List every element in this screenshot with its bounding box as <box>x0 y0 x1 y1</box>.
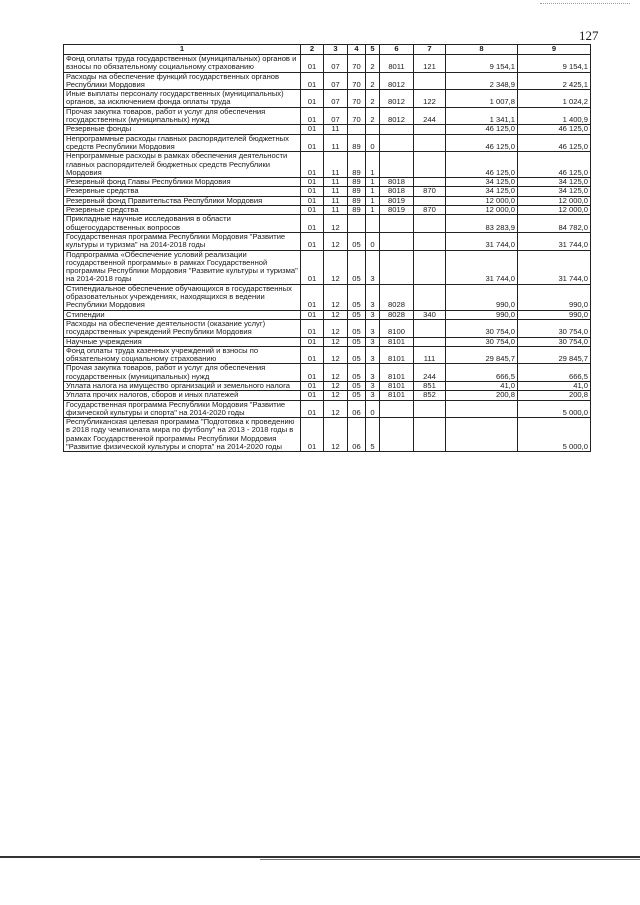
subsection-code: 12 <box>324 319 348 337</box>
expense-name: Резервные средства <box>64 206 301 215</box>
amount-year1 <box>446 418 518 452</box>
program-code: 05 <box>348 250 366 284</box>
amount-year2: 84 782,0 <box>518 215 591 233</box>
table-row <box>64 90 591 108</box>
item-code <box>380 250 414 284</box>
program-code: 89 <box>348 206 366 215</box>
subsection-code: 12 <box>324 400 348 418</box>
item-code: 8012 <box>380 90 414 108</box>
subsection-code: 11 <box>324 187 348 196</box>
amount-year1: 200,8 <box>446 391 518 400</box>
amount-year2: 46 125,0 <box>518 125 591 134</box>
section-code: 01 <box>301 215 324 233</box>
subprogram-code: 3 <box>366 391 380 400</box>
table-row <box>64 178 591 187</box>
amount-year1: 31 744,0 <box>446 232 518 250</box>
subprogram-code: 3 <box>366 310 380 319</box>
type-code: 851 <box>414 381 446 390</box>
table-row <box>64 55 591 73</box>
amount-year2: 12 000,0 <box>518 196 591 205</box>
footer-divider <box>0 856 640 858</box>
amount-year1: 34 125,0 <box>446 187 518 196</box>
item-code <box>380 152 414 178</box>
subsection-code: 12 <box>324 418 348 452</box>
column-header: 1 <box>64 45 301 55</box>
amount-year2: 1 400,9 <box>518 107 591 125</box>
section-code: 01 <box>301 187 324 196</box>
table-row <box>64 381 591 390</box>
section-code: 01 <box>301 418 324 452</box>
item-code <box>380 400 414 418</box>
table-row <box>64 310 591 319</box>
program-code: 06 <box>348 400 366 418</box>
section-code: 01 <box>301 250 324 284</box>
amount-year2: 46 125,0 <box>518 134 591 152</box>
table-row <box>64 125 591 134</box>
amount-year2: 34 125,0 <box>518 178 591 187</box>
budget-table <box>63 44 591 452</box>
expense-name: Прочая закупка товаров, работ и услуг для обеспечения государственных (муниципальных) нужд <box>64 364 301 382</box>
table-row <box>64 232 591 250</box>
type-code <box>414 400 446 418</box>
amount-year1: 41,0 <box>446 381 518 390</box>
table-header-row <box>64 45 591 55</box>
footer-divider-thin <box>260 859 640 860</box>
program-code: 05 <box>348 364 366 382</box>
type-code <box>414 215 446 233</box>
section-code: 01 <box>301 391 324 400</box>
item-code <box>380 134 414 152</box>
column-header: 6 <box>380 45 414 55</box>
section-code: 01 <box>301 178 324 187</box>
page-number: 127 <box>579 28 599 43</box>
column-header: 7 <box>414 45 446 55</box>
subsection-code: 07 <box>324 107 348 125</box>
amount-year2: 30 754,0 <box>518 337 591 346</box>
subprogram-code: 3 <box>366 250 380 284</box>
subprogram-code: 0 <box>366 400 380 418</box>
program-code: 05 <box>348 381 366 390</box>
expense-name: Государственная программа Республики Мордовия "Развитие культуры и туризма" на 2014-2018 годы <box>64 232 301 250</box>
amount-year2: 30 754,0 <box>518 319 591 337</box>
program-code: 89 <box>348 152 366 178</box>
amount-year1: 29 845,7 <box>446 346 518 364</box>
amount-year1: 1 007,8 <box>446 90 518 108</box>
item-code <box>380 215 414 233</box>
table-row <box>64 107 591 125</box>
subprogram-code <box>366 215 380 233</box>
section-code: 01 <box>301 346 324 364</box>
subsection-code: 12 <box>324 364 348 382</box>
section-code: 01 <box>301 72 324 90</box>
type-code: 340 <box>414 310 446 319</box>
type-code <box>414 418 446 452</box>
expense-name: Республиканская целевая программа "Подготовка к проведению в 2018 году чемпионата мира по футболу" на 2013 - 2018 годы в рамках Государственной программы Республики Мордовия "Развитие физической культуры и спорта" на 2014-2020 годы <box>64 418 301 452</box>
page-edge-mark <box>540 3 630 4</box>
amount-year1: 9 154,1 <box>446 55 518 73</box>
section-code: 01 <box>301 55 324 73</box>
expense-name: Непрограммные расходы главных распорядителей бюджетных средств Республики Мордовия <box>64 134 301 152</box>
amount-year1: 83 283,9 <box>446 215 518 233</box>
amount-year2: 2 425,1 <box>518 72 591 90</box>
program-code <box>348 125 366 134</box>
table-row <box>64 284 591 310</box>
amount-year1 <box>446 400 518 418</box>
amount-year1: 2 348,9 <box>446 72 518 90</box>
expense-name: Уплата налога на имущество организаций и земельного налога <box>64 381 301 390</box>
amount-year2: 41,0 <box>518 381 591 390</box>
amount-year1: 666,5 <box>446 364 518 382</box>
subsection-code: 11 <box>324 178 348 187</box>
type-code: 121 <box>414 55 446 73</box>
program-code: 70 <box>348 72 366 90</box>
table-row <box>64 250 591 284</box>
subprogram-code: 2 <box>366 72 380 90</box>
table-row <box>64 418 591 452</box>
amount-year1: 30 754,0 <box>446 337 518 346</box>
column-header: 9 <box>518 45 591 55</box>
type-code <box>414 134 446 152</box>
program-code: 89 <box>348 134 366 152</box>
section-code: 01 <box>301 152 324 178</box>
type-code <box>414 125 446 134</box>
item-code: 8019 <box>380 196 414 205</box>
amount-year2: 666,5 <box>518 364 591 382</box>
item-code: 8100 <box>380 319 414 337</box>
item-code: 8101 <box>380 381 414 390</box>
expense-name: Расходы на обеспечение деятельности (оказание услуг) государственных учреждений Республики Мордовия <box>64 319 301 337</box>
item-code: 8028 <box>380 310 414 319</box>
subsection-code: 11 <box>324 152 348 178</box>
item-code: 8101 <box>380 364 414 382</box>
type-code <box>414 232 446 250</box>
item-code: 8028 <box>380 284 414 310</box>
section-code: 01 <box>301 310 324 319</box>
type-code: 870 <box>414 187 446 196</box>
subprogram-code: 1 <box>366 152 380 178</box>
subsection-code: 12 <box>324 310 348 319</box>
expense-name: Резервные средства <box>64 187 301 196</box>
amount-year2: 31 744,0 <box>518 232 591 250</box>
program-code: 05 <box>348 284 366 310</box>
section-code: 01 <box>301 381 324 390</box>
table-row <box>64 364 591 382</box>
program-code: 70 <box>348 107 366 125</box>
expense-name: Фонд оплаты труда государственных (муниципальных) органов и взносы по обязательному социальному страхованию <box>64 55 301 73</box>
subprogram-code: 0 <box>366 134 380 152</box>
table-row <box>64 134 591 152</box>
amount-year1: 31 744,0 <box>446 250 518 284</box>
program-code: 05 <box>348 232 366 250</box>
type-code: 122 <box>414 90 446 108</box>
table-row <box>64 187 591 196</box>
subsection-code: 12 <box>324 250 348 284</box>
subsection-code: 11 <box>324 125 348 134</box>
program-code: 05 <box>348 391 366 400</box>
table-row <box>64 215 591 233</box>
subsection-code: 11 <box>324 196 348 205</box>
amount-year2: 990,0 <box>518 310 591 319</box>
amount-year2: 1 024,2 <box>518 90 591 108</box>
amount-year2: 29 845,7 <box>518 346 591 364</box>
program-code: 05 <box>348 346 366 364</box>
section-code: 01 <box>301 337 324 346</box>
expense-name: Расходы на обеспечение функций государственных органов Республики Мордовия <box>64 72 301 90</box>
subprogram-code: 3 <box>366 381 380 390</box>
type-code <box>414 72 446 90</box>
amount-year2: 5 000,0 <box>518 400 591 418</box>
subprogram-code: 0 <box>366 232 380 250</box>
item-code: 8101 <box>380 391 414 400</box>
amount-year2: 46 125,0 <box>518 152 591 178</box>
expense-name: Фонд оплаты труда казенных учреждений и взносы по обязательному социальному страхованию <box>64 346 301 364</box>
program-code: 70 <box>348 55 366 73</box>
column-header: 5 <box>366 45 380 55</box>
item-code: 8012 <box>380 107 414 125</box>
item-code: 8018 <box>380 178 414 187</box>
subsection-code: 07 <box>324 72 348 90</box>
subprogram-code: 2 <box>366 107 380 125</box>
type-code: 852 <box>414 391 446 400</box>
subprogram-code: 3 <box>366 284 380 310</box>
section-code: 01 <box>301 206 324 215</box>
item-code: 8012 <box>380 72 414 90</box>
subsection-code: 11 <box>324 134 348 152</box>
item-code: 8018 <box>380 187 414 196</box>
type-code <box>414 319 446 337</box>
subprogram-code: 2 <box>366 55 380 73</box>
amount-year1: 34 125,0 <box>446 178 518 187</box>
program-code: 70 <box>348 90 366 108</box>
subprogram-code: 1 <box>366 196 380 205</box>
expense-name: Подпрограмма «Обеспечение условий реализации государственной программы» в рамках Государственной программы Республики Мордовия "Развитие культуры и туризма" на 2014-2018 годы <box>64 250 301 284</box>
amount-year2: 34 125,0 <box>518 187 591 196</box>
column-header: 2 <box>301 45 324 55</box>
subsection-code: 12 <box>324 284 348 310</box>
expense-name: Уплата прочих налогов, сборов и иных платежей <box>64 391 301 400</box>
column-header: 3 <box>324 45 348 55</box>
program-code: 05 <box>348 337 366 346</box>
expense-name: Научные учреждения <box>64 337 301 346</box>
program-code: 89 <box>348 178 366 187</box>
section-code: 01 <box>301 319 324 337</box>
section-code: 01 <box>301 284 324 310</box>
table-row <box>64 337 591 346</box>
subprogram-code: 3 <box>366 337 380 346</box>
section-code: 01 <box>301 125 324 134</box>
table-row <box>64 196 591 205</box>
expense-name: Государственная программа Республики Мордовия "Развитие физической культуры и спорта" на 2014-2020 годы <box>64 400 301 418</box>
table-row <box>64 206 591 215</box>
amount-year1: 12 000,0 <box>446 206 518 215</box>
table-row <box>64 346 591 364</box>
amount-year1: 12 000,0 <box>446 196 518 205</box>
amount-year1: 46 125,0 <box>446 152 518 178</box>
expense-name: Непрограммные расходы в рамках обеспечения деятельности главных распорядителей бюджетных средств Республики Мордовия <box>64 152 301 178</box>
amount-year1: 1 341,1 <box>446 107 518 125</box>
subprogram-code <box>366 125 380 134</box>
subprogram-code: 5 <box>366 418 380 452</box>
section-code: 01 <box>301 196 324 205</box>
type-code: 111 <box>414 346 446 364</box>
program-code: 05 <box>348 310 366 319</box>
subsection-code: 12 <box>324 381 348 390</box>
type-code <box>414 250 446 284</box>
section-code: 01 <box>301 107 324 125</box>
expense-name: Резервный фонд Главы Республики Мордовия <box>64 178 301 187</box>
type-code <box>414 152 446 178</box>
subsection-code: 12 <box>324 232 348 250</box>
amount-year2: 5 000,0 <box>518 418 591 452</box>
amount-year1: 990,0 <box>446 284 518 310</box>
table-row <box>64 391 591 400</box>
amount-year2: 12 000,0 <box>518 206 591 215</box>
subsection-code: 07 <box>324 55 348 73</box>
table-row <box>64 152 591 178</box>
type-code <box>414 284 446 310</box>
expense-name: Стипендии <box>64 310 301 319</box>
type-code: 870 <box>414 206 446 215</box>
program-code: 89 <box>348 196 366 205</box>
column-header: 4 <box>348 45 366 55</box>
item-code: 8101 <box>380 337 414 346</box>
expense-name: Прочая закупка товаров, работ и услуг для обеспечения государственных (муниципальных) нужд <box>64 107 301 125</box>
column-header: 8 <box>446 45 518 55</box>
subsection-code: 11 <box>324 206 348 215</box>
subprogram-code: 1 <box>366 206 380 215</box>
subprogram-code: 3 <box>366 319 380 337</box>
expense-name: Иные выплаты персоналу государственных (муниципальных) органов, за исключением фонда оплаты труда <box>64 90 301 108</box>
amount-year1: 990,0 <box>446 310 518 319</box>
expense-name: Стипендиальное обеспечение обучающихся в государственных образовательных учреждениях, находящихся в ведении Республики Мордовия <box>64 284 301 310</box>
amount-year2: 200,8 <box>518 391 591 400</box>
item-code: 8019 <box>380 206 414 215</box>
item-code <box>380 232 414 250</box>
table-row <box>64 72 591 90</box>
subprogram-code: 3 <box>366 364 380 382</box>
type-code: 244 <box>414 107 446 125</box>
item-code: 8101 <box>380 346 414 364</box>
subsection-code: 07 <box>324 90 348 108</box>
program-code: 89 <box>348 187 366 196</box>
type-code <box>414 178 446 187</box>
program-code: 05 <box>348 319 366 337</box>
subsection-code: 12 <box>324 215 348 233</box>
table-body <box>64 55 591 452</box>
item-code <box>380 418 414 452</box>
amount-year2: 9 154,1 <box>518 55 591 73</box>
section-code: 01 <box>301 134 324 152</box>
table-row <box>64 319 591 337</box>
table-row <box>64 400 591 418</box>
section-code: 01 <box>301 400 324 418</box>
amount-year1: 46 125,0 <box>446 134 518 152</box>
type-code: 244 <box>414 364 446 382</box>
amount-year2: 990,0 <box>518 284 591 310</box>
type-code <box>414 337 446 346</box>
subsection-code: 12 <box>324 346 348 364</box>
section-code: 01 <box>301 90 324 108</box>
program-code: 06 <box>348 418 366 452</box>
subprogram-code: 1 <box>366 178 380 187</box>
type-code <box>414 196 446 205</box>
item-code <box>380 125 414 134</box>
amount-year1: 46 125,0 <box>446 125 518 134</box>
section-code: 01 <box>301 232 324 250</box>
expense-name: Резервный фонд Правительства Республики Мордовия <box>64 196 301 205</box>
subprogram-code: 1 <box>366 187 380 196</box>
expense-name: Прикладные научные исследования в области общегосударственных вопросов <box>64 215 301 233</box>
section-code: 01 <box>301 364 324 382</box>
program-code <box>348 215 366 233</box>
subsection-code: 12 <box>324 391 348 400</box>
amount-year2: 31 744,0 <box>518 250 591 284</box>
subsection-code: 12 <box>324 337 348 346</box>
item-code: 8011 <box>380 55 414 73</box>
expense-name: Резервные фонды <box>64 125 301 134</box>
subprogram-code: 3 <box>366 346 380 364</box>
subprogram-code: 2 <box>366 90 380 108</box>
amount-year1: 30 754,0 <box>446 319 518 337</box>
